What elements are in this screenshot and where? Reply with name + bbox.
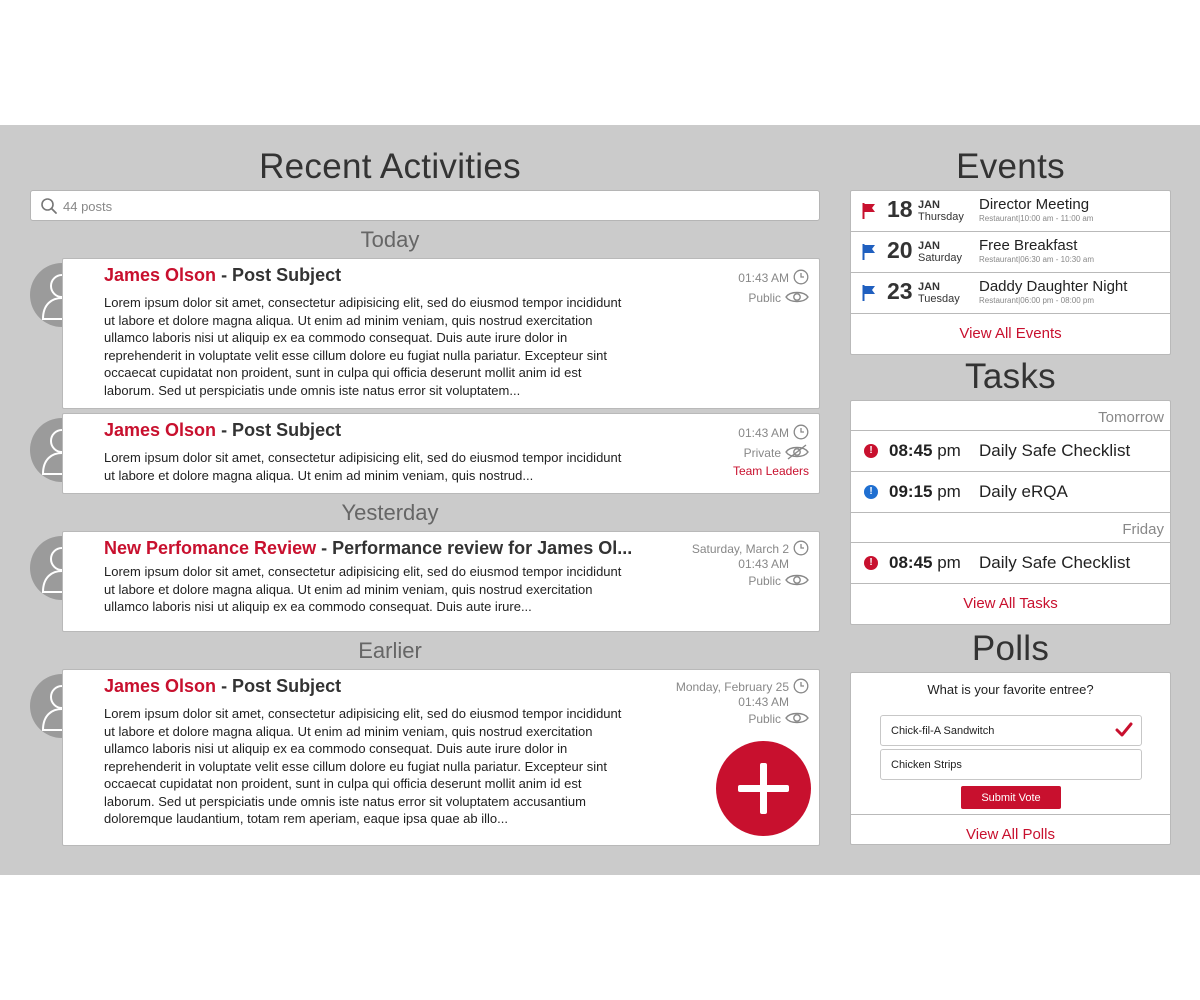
eye-slash-icon: [785, 444, 809, 463]
post-meta: [733, 423, 809, 479]
search-icon: [40, 197, 58, 220]
post-body: Lorem ipsum dolor sit amet, consectetur adipisicing elit, sed do eiusmod tempor incididunt ut labore et dolore magna aliqua. Ut enim ad minim veniam, quis nostrud exercitation ullamco laboris nisi ut aliquip ex ea commodo consequat. Duis aute irure dolor in reprehenderit in voluptate velit esse cillum dolore eu fugiat nulla pariatur. Excepteur sint occaecat cupidatat non proident, sunt in culpa qui officia deserunt mollit anim id est laborum. Sed ut perspiciatis unde omnis iste natus error sit voluptatem accusantium doloremque laudantium, totam rem aperiam, eaque ipsa quae ab illo...: [104, 706, 622, 826]
event-name: Director Meeting: [979, 196, 1090, 213]
checkmark-icon: [1115, 722, 1133, 741]
task-time: 09:15 pm: [889, 482, 961, 501]
event-name: Free Breakfast: [979, 237, 1078, 254]
task-group-label: Friday: [851, 513, 1170, 543]
task-group-label: Tomorrow: [851, 401, 1170, 431]
post-visibility: Public: [748, 712, 781, 726]
event-details: Restaurant|06:00 pm - 08:00 pm: [979, 296, 1095, 305]
group-label-today: Today: [360, 227, 420, 252]
event-weekday: Tuesday: [918, 293, 960, 305]
task-name: Daily eRQA: [979, 482, 1068, 501]
post-subject: - Post Subject: [216, 420, 342, 440]
post-meta: [692, 541, 809, 591]
search-bar[interactable]: [30, 190, 820, 221]
post-subject: - Post Subject: [216, 676, 342, 696]
events-title: Events: [956, 147, 1065, 186]
post-visibility: Public: [748, 574, 781, 588]
post-time: 01:43 AM: [738, 695, 789, 709]
post-title[interactable]: [104, 538, 632, 559]
post-visibility: Public: [748, 291, 781, 305]
event-details: Restaurant|10:00 am - 11:00 am: [979, 214, 1094, 223]
task-name: Daily Safe Checklist: [979, 441, 1131, 460]
view-all-polls-link[interactable]: View All Polls: [966, 826, 1055, 843]
post-title[interactable]: [104, 265, 341, 286]
event-month: JAN: [918, 199, 941, 211]
event-day: 20: [887, 237, 913, 263]
clock-icon: [793, 424, 809, 443]
event-weekday: Saturday: [918, 252, 963, 264]
poll-question: What is your favorite entree?: [927, 682, 1094, 697]
alert-icon: !: [864, 556, 878, 570]
task-item[interactable]: [851, 543, 1170, 584]
post-subject: - Post Subject: [216, 265, 342, 285]
submit-vote-button[interactable]: Submit Vote: [961, 786, 1061, 809]
post-subject: - Performance review for James Ol...: [316, 538, 633, 558]
group-label-yesterday: Yesterday: [341, 500, 439, 525]
event-day: 23: [887, 278, 913, 304]
poll-body: [851, 682, 1170, 815]
poll-option-label: Chick-fil-A Sandwitch: [891, 725, 995, 737]
clock-icon: [793, 678, 809, 697]
tasks-panel: [850, 400, 1171, 625]
post-card[interactable]: [62, 669, 820, 846]
event-item[interactable]: [851, 273, 1170, 314]
post-body: Lorem ipsum dolor sit amet, consectetur adipisicing elit, sed do eiusmod tempor incididunt ut labore et dolore magna aliqua. Ut enim ad minim veniam, quis nostrud exercitation ullamco laboris nisi ut aliquip ex ea commodo consequat. Duis aute irure...: [104, 564, 622, 614]
clock-icon: [793, 269, 809, 288]
poll-option[interactable]: [880, 715, 1142, 746]
recent-activities-title: Recent Activities: [259, 147, 521, 186]
view-all-events-link[interactable]: View All Events: [959, 325, 1062, 342]
event-month: JAN: [918, 240, 941, 252]
polls-title: Polls: [971, 629, 1050, 668]
post-card[interactable]: [62, 258, 820, 409]
recent-activities-section: [0, 125, 830, 875]
clock-icon: [793, 540, 809, 559]
flag-icon: [862, 285, 876, 306]
task-item[interactable]: [851, 472, 1170, 513]
search-input[interactable]: [63, 195, 763, 217]
events-panel: [850, 190, 1171, 355]
flag-icon: [862, 203, 876, 224]
post-visibility: Private: [743, 446, 781, 460]
content-band: [0, 125, 1200, 875]
info-icon: !: [864, 485, 878, 499]
post-date: Saturday, March 2: [691, 542, 789, 556]
event-name: Daddy Daughter Night: [979, 278, 1128, 295]
post-date: Monday, February 25: [675, 680, 789, 694]
task-time: 08:45 pm: [889, 441, 961, 460]
eye-icon: [785, 710, 809, 729]
post-title[interactable]: [104, 676, 341, 697]
post-meta: [676, 679, 809, 729]
poll-option-label: Chicken Strips: [891, 759, 962, 771]
task-item[interactable]: [851, 431, 1170, 472]
view-all-tasks-link[interactable]: View All Tasks: [963, 595, 1058, 612]
polls-panel: [850, 672, 1171, 845]
post-author[interactable]: New Perfomance Review: [104, 538, 317, 558]
eye-icon: [785, 289, 809, 308]
post-time: 01:43 AM: [738, 426, 789, 440]
eye-icon: [785, 572, 809, 591]
post-meta: [738, 268, 809, 308]
task-name: Daily Safe Checklist: [979, 553, 1131, 572]
post-card[interactable]: [62, 531, 820, 632]
event-item[interactable]: [851, 232, 1170, 273]
group-label-earlier: Earlier: [358, 638, 422, 663]
poll-option[interactable]: [880, 749, 1142, 780]
flag-icon: [862, 244, 876, 265]
task-time: 08:45 pm: [889, 553, 961, 572]
tasks-title: Tasks: [965, 357, 1056, 396]
event-weekday: Thursday: [918, 211, 964, 223]
post-body: Lorem ipsum dolor sit amet, consectetur adipisicing elit, sed do eiusmod tempor incididunt ut labore et dolore magna aliqua. Ut enim ad minim veniam, quis nostrud exercitation ullamco laboris nisi ut aliquip ex ea commodo consequat. Duis aute irure dolor in reprehenderit in voluptate velit esse cillum dolore eu fugiat nulla pariatur. Excepteur sint occaecat cupidatat non proident, sunt in culpa qui officia deserunt mollit anim id est laborum. Sed ut perspiciatis unde omnis iste natus error sit voluptatem...: [104, 295, 622, 398]
post-time: 01:43 AM: [738, 557, 789, 571]
add-post-button[interactable]: [716, 741, 811, 836]
post-audience[interactable]: Team Leaders: [732, 464, 809, 478]
post-author[interactable]: James Olson: [104, 676, 217, 696]
post-body: Lorem ipsum dolor sit amet, consectetur adipisicing elit, sed do eiusmod tempor incididunt ut labore et dolore magna aliqua. Ut enim ad minim veniam, quis nostrud...: [104, 450, 622, 483]
event-details: Restaurant|06:30 am - 10:30 am: [979, 255, 1095, 264]
event-month: JAN: [918, 281, 941, 293]
event-day: 18: [887, 196, 913, 222]
post-author[interactable]: James Olson: [104, 265, 217, 285]
event-item[interactable]: [851, 191, 1170, 232]
post-title[interactable]: [104, 420, 341, 441]
alert-icon: !: [864, 444, 878, 458]
post-card[interactable]: [62, 413, 820, 494]
post-time: 01:43 AM: [738, 271, 789, 285]
post-author[interactable]: James Olson: [104, 420, 217, 440]
